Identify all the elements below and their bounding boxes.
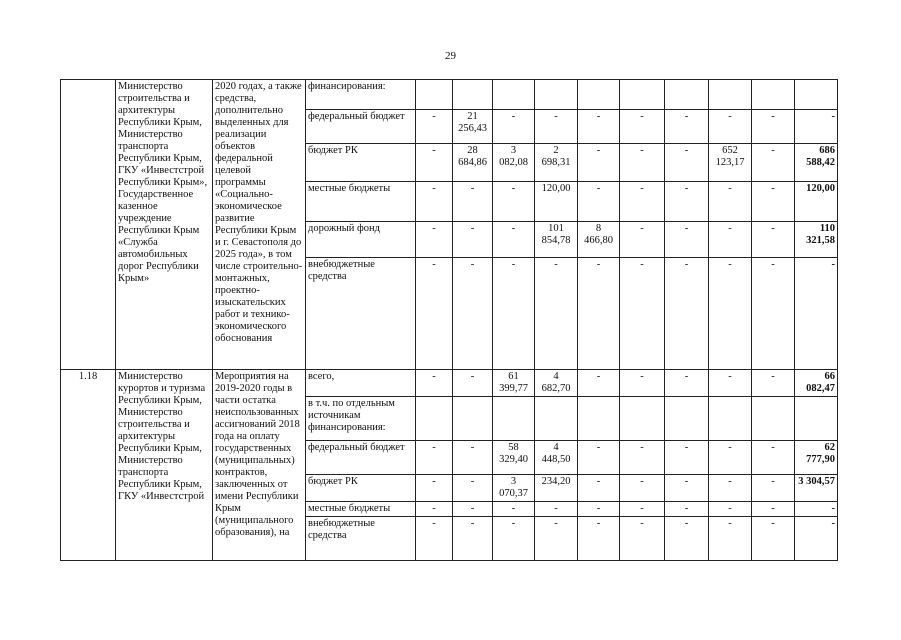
description-cell: Мероприятия на 2019-2020 годы в части остатка неиспользованных ассигнований 2018 года на оплату государственных (муниципальных) контрактов, заключенных от имени Республики Крым (муниципального образования), на xyxy=(213,370,306,561)
value-text: - xyxy=(640,518,644,529)
year-value-cell xyxy=(620,80,665,110)
year-value-cell xyxy=(752,397,795,441)
value-text: - xyxy=(470,518,475,529)
total-value-cell xyxy=(795,144,838,182)
funding-source-cell: федеральный бюджет xyxy=(306,110,416,144)
year-value-cell xyxy=(453,222,493,258)
value-text: 66 082,47 xyxy=(806,371,835,394)
value-text: - xyxy=(640,371,644,382)
year-value-cell xyxy=(665,441,709,475)
year-value-cell xyxy=(665,144,709,182)
year-value-cell xyxy=(752,370,795,397)
year-value-cell xyxy=(493,502,535,517)
year-value-cell xyxy=(535,475,578,502)
funding-source-cell: финансирования: xyxy=(306,80,416,110)
value-text: - xyxy=(831,111,835,122)
value-text: - xyxy=(511,183,516,194)
year-value-cell xyxy=(620,144,665,182)
value-text: - xyxy=(684,476,689,487)
value-text: - xyxy=(684,442,689,453)
year-value-cell xyxy=(535,370,578,397)
year-value-cell xyxy=(752,144,795,182)
year-value-cell xyxy=(709,182,752,222)
year-value-cell xyxy=(535,144,578,182)
value-text: - xyxy=(470,183,475,194)
year-value-cell xyxy=(578,441,620,475)
year-value-cell xyxy=(493,441,535,475)
value-text: - xyxy=(831,503,835,514)
value-text: - xyxy=(596,476,601,487)
value-text: - xyxy=(684,371,689,382)
value-text: - xyxy=(596,259,601,270)
funding-source-cell: местные бюджеты xyxy=(306,502,416,517)
year-value-cell xyxy=(752,502,795,517)
year-value-cell xyxy=(453,80,493,110)
value-text: - xyxy=(511,503,516,514)
year-value-cell xyxy=(416,441,453,475)
year-value-cell xyxy=(578,144,620,182)
total-value-cell xyxy=(795,258,838,370)
value-text: 120,00 xyxy=(806,183,835,194)
total-value-cell xyxy=(795,397,838,441)
year-value-cell xyxy=(493,222,535,258)
year-value-cell xyxy=(493,182,535,222)
value-text: - xyxy=(771,223,775,234)
year-value-cell xyxy=(535,222,578,258)
value-text: 101 854,78 xyxy=(541,223,571,246)
year-value-cell xyxy=(453,502,493,517)
value-text: - xyxy=(640,145,644,156)
value-text: - xyxy=(432,371,436,382)
year-value-cell xyxy=(709,144,752,182)
value-text: - xyxy=(470,442,475,453)
year-value-cell xyxy=(709,441,752,475)
year-value-cell xyxy=(493,80,535,110)
value-text: - xyxy=(640,259,644,270)
year-value-cell xyxy=(752,475,795,502)
value-text: - xyxy=(771,111,775,122)
year-value-cell xyxy=(416,182,453,222)
year-value-cell xyxy=(453,258,493,370)
year-value-cell xyxy=(578,475,620,502)
value-text: - xyxy=(771,145,775,156)
value-text: - xyxy=(640,476,644,487)
year-value-cell xyxy=(578,370,620,397)
year-value-cell xyxy=(665,222,709,258)
year-value-cell xyxy=(416,517,453,561)
value-text: - xyxy=(728,111,732,122)
value-text: - xyxy=(554,518,558,529)
year-value-cell xyxy=(416,222,453,258)
year-value-cell xyxy=(493,110,535,144)
table-row xyxy=(61,370,838,397)
value-text: - xyxy=(511,111,516,122)
year-value-cell xyxy=(578,222,620,258)
value-text: - xyxy=(684,145,689,156)
value-text: - xyxy=(728,518,732,529)
year-value-cell xyxy=(752,517,795,561)
value-text: 62 777,90 xyxy=(806,442,835,465)
value-text: - xyxy=(432,442,436,453)
year-value-cell xyxy=(535,441,578,475)
value-text: - xyxy=(771,371,775,382)
value-text: - xyxy=(432,259,436,270)
year-value-cell xyxy=(709,80,752,110)
value-text: - xyxy=(640,223,644,234)
year-value-cell xyxy=(665,110,709,144)
year-value-cell xyxy=(416,258,453,370)
year-value-cell xyxy=(578,80,620,110)
year-value-cell xyxy=(665,80,709,110)
value-text: 58 329,40 xyxy=(499,442,528,465)
year-value-cell xyxy=(620,258,665,370)
year-value-cell xyxy=(453,110,493,144)
year-value-cell xyxy=(620,110,665,144)
year-value-cell xyxy=(620,397,665,441)
value-text: 686 588,42 xyxy=(806,145,835,168)
value-text: - xyxy=(432,476,436,487)
year-value-cell xyxy=(665,258,709,370)
value-text: - xyxy=(684,259,689,270)
funding-source-cell: местные бюджеты xyxy=(306,182,416,222)
item-number-cell xyxy=(61,80,116,370)
year-value-cell xyxy=(578,502,620,517)
year-value-cell xyxy=(665,370,709,397)
year-value-cell xyxy=(453,144,493,182)
year-value-cell xyxy=(709,475,752,502)
value-text: - xyxy=(728,503,732,514)
value-text: - xyxy=(771,518,775,529)
year-value-cell xyxy=(752,222,795,258)
year-value-cell xyxy=(709,397,752,441)
value-text: - xyxy=(596,145,601,156)
year-value-cell xyxy=(620,182,665,222)
value-text: - xyxy=(511,259,516,270)
value-text: - xyxy=(432,145,436,156)
value-text: 3 082,08 xyxy=(499,145,528,168)
executors-cell: Министерство строительства и архитектуры Республики Крым, Министерство транспорта Республики Крым, ГКУ «Инвестстрой Республики Крым», Государственное казенное учреждение Республики Крым «Служба автомобильных дорог Республики Крым» xyxy=(116,80,213,370)
value-text: - xyxy=(596,518,601,529)
year-value-cell xyxy=(620,502,665,517)
total-value-cell xyxy=(795,502,838,517)
value-text: 234,20 xyxy=(541,476,571,487)
year-value-cell xyxy=(453,441,493,475)
year-value-cell xyxy=(709,502,752,517)
year-value-cell xyxy=(493,517,535,561)
year-value-cell xyxy=(665,502,709,517)
funding-source-cell: всего, xyxy=(306,370,416,397)
funding-source-cell: бюджет РК xyxy=(306,475,416,502)
year-value-cell xyxy=(453,517,493,561)
value-text: - xyxy=(432,518,436,529)
year-value-cell xyxy=(709,222,752,258)
year-value-cell xyxy=(665,475,709,502)
value-text: - xyxy=(831,259,835,270)
year-value-cell xyxy=(535,110,578,144)
value-text: - xyxy=(831,518,835,529)
year-value-cell xyxy=(535,397,578,441)
value-text: - xyxy=(432,183,436,194)
value-text: - xyxy=(728,371,732,382)
year-value-cell xyxy=(620,222,665,258)
value-text: - xyxy=(728,442,732,453)
year-value-cell xyxy=(416,80,453,110)
year-value-cell xyxy=(620,517,665,561)
value-text: 110 321,58 xyxy=(806,223,835,246)
total-value-cell xyxy=(795,475,838,502)
year-value-cell xyxy=(416,110,453,144)
value-text: - xyxy=(470,259,475,270)
year-value-cell xyxy=(453,397,493,441)
funding-source-cell: дорожный фонд xyxy=(306,222,416,258)
executors-cell: Министерство курортов и туризма Республики Крым, Министерство строительства и архитектуры Республики Крым, Министерство транспорта Республики Крым, ГКУ «Инвестстрой xyxy=(116,370,213,561)
value-text: - xyxy=(771,183,775,194)
value-text: - xyxy=(684,183,689,194)
value-text: - xyxy=(728,223,732,234)
year-value-cell xyxy=(416,370,453,397)
value-text: 120,00 xyxy=(541,183,571,194)
value-text: 652 123,17 xyxy=(715,145,745,168)
value-text: - xyxy=(596,371,601,382)
value-text: - xyxy=(596,442,601,453)
year-value-cell xyxy=(752,258,795,370)
year-value-cell xyxy=(578,182,620,222)
value-text: - xyxy=(432,503,436,514)
value-text: - xyxy=(554,111,558,122)
value-text: - xyxy=(511,518,516,529)
value-text: 3 304,57 xyxy=(798,476,835,487)
year-value-cell xyxy=(578,258,620,370)
budget-table xyxy=(60,79,838,561)
funding-source-cell: внебюджетные средства xyxy=(306,258,416,370)
value-text: - xyxy=(596,503,601,514)
value-text: - xyxy=(640,111,644,122)
value-text: - xyxy=(432,111,436,122)
year-value-cell xyxy=(535,258,578,370)
value-text: - xyxy=(728,183,732,194)
year-value-cell xyxy=(620,441,665,475)
year-value-cell xyxy=(453,370,493,397)
value-text: - xyxy=(432,223,436,234)
year-value-cell xyxy=(535,502,578,517)
value-text: 2 698,31 xyxy=(541,145,571,168)
year-value-cell xyxy=(493,397,535,441)
year-value-cell xyxy=(709,258,752,370)
total-value-cell xyxy=(795,222,838,258)
description-cell: 2020 годах, а также средства, дополнительно выделенных для реализации объектов федеральной целевой программы «Социально-экономическое развитие Республики Крым и г. Севастополя до 2025 года», в том числе строительно-монтажных, проектно-изыскательских работ и технико-экономического обоснования xyxy=(213,80,306,370)
total-value-cell xyxy=(795,110,838,144)
value-text: - xyxy=(684,518,689,529)
value-text: 4 448,50 xyxy=(541,442,571,465)
value-text: - xyxy=(554,259,558,270)
funding-source-cell: бюджет РК xyxy=(306,144,416,182)
value-text: 4 682,70 xyxy=(541,371,571,394)
year-value-cell xyxy=(493,258,535,370)
year-value-cell xyxy=(665,182,709,222)
year-value-cell xyxy=(665,397,709,441)
year-value-cell xyxy=(709,370,752,397)
year-value-cell xyxy=(416,144,453,182)
value-text: - xyxy=(771,503,775,514)
value-text: - xyxy=(640,442,644,453)
total-value-cell xyxy=(795,517,838,561)
page-number: 29 xyxy=(445,50,456,62)
value-text: - xyxy=(771,259,775,270)
year-value-cell xyxy=(493,475,535,502)
item-number-cell: 1.18 xyxy=(61,370,116,561)
total-value-cell xyxy=(795,182,838,222)
table-row xyxy=(61,80,838,110)
year-value-cell xyxy=(578,110,620,144)
year-value-cell xyxy=(709,110,752,144)
funding-source-cell: федеральный бюджет xyxy=(306,441,416,475)
year-value-cell xyxy=(535,182,578,222)
year-value-cell xyxy=(578,397,620,441)
value-text: - xyxy=(470,476,475,487)
year-value-cell xyxy=(453,475,493,502)
funding-source-cell: внебюджетные средства xyxy=(306,517,416,561)
value-text: 8 466,80 xyxy=(584,223,613,246)
value-text: - xyxy=(554,503,558,514)
year-value-cell xyxy=(752,441,795,475)
value-text: - xyxy=(596,111,601,122)
value-text: - xyxy=(596,183,601,194)
value-text: - xyxy=(640,183,644,194)
value-text: 21 256,43 xyxy=(458,111,487,134)
total-value-cell xyxy=(795,80,838,110)
year-value-cell xyxy=(752,80,795,110)
value-text: - xyxy=(684,503,689,514)
year-value-cell xyxy=(535,80,578,110)
total-value-cell xyxy=(795,441,838,475)
year-value-cell xyxy=(535,517,578,561)
value-text: - xyxy=(684,111,689,122)
value-text: 61 399,77 xyxy=(499,371,528,394)
year-value-cell xyxy=(665,517,709,561)
year-value-cell xyxy=(416,502,453,517)
value-text: - xyxy=(511,223,516,234)
year-value-cell xyxy=(416,397,453,441)
year-value-cell xyxy=(453,182,493,222)
value-text: 28 684,86 xyxy=(458,145,487,168)
year-value-cell xyxy=(620,475,665,502)
year-value-cell xyxy=(709,517,752,561)
value-text: - xyxy=(640,503,644,514)
year-value-cell xyxy=(416,475,453,502)
value-text: 3 070,37 xyxy=(499,476,528,499)
funding-source-cell: в т.ч. по отдельным источникам финансирования: xyxy=(306,397,416,441)
total-value-cell xyxy=(795,370,838,397)
value-text: - xyxy=(728,476,732,487)
year-value-cell xyxy=(752,110,795,144)
year-value-cell xyxy=(620,370,665,397)
year-value-cell xyxy=(493,144,535,182)
year-value-cell xyxy=(493,370,535,397)
value-text: - xyxy=(684,223,689,234)
year-value-cell xyxy=(752,182,795,222)
value-text: - xyxy=(771,476,775,487)
value-text: - xyxy=(771,442,775,453)
value-text: - xyxy=(470,371,475,382)
value-text: - xyxy=(728,259,732,270)
value-text: - xyxy=(470,503,475,514)
value-text: - xyxy=(470,223,475,234)
year-value-cell xyxy=(578,517,620,561)
